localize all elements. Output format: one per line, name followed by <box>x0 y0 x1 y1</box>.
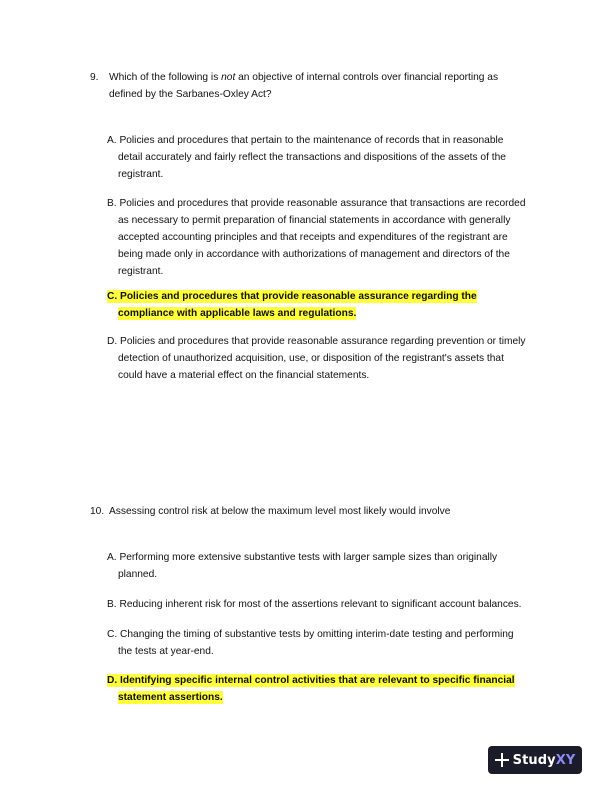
question-10 <box>90 503 530 520</box>
q10-option-b: B. Reducing inherent risk for most of the assertions relevant to significant account balances. <box>107 599 522 610</box>
q10-option-a: A. Performing more extensive substantive tests with larger sample sizes than originally planned. <box>107 552 498 580</box>
q9-option-c-correct-answer <box>107 288 527 322</box>
logo-text: StudyXY <box>512 752 576 768</box>
q10-option-d-correct-answer <box>107 672 527 706</box>
question-number: 9. <box>90 72 99 83</box>
q10-option-c: C. Changing the timing of substantive tests by omitting interim-date testing and performing the tests at year-end. <box>107 629 514 657</box>
question-text: Which of the following is not an objective of internal controls over financial reporting as defined by the Sarbanes-Oxley Act? <box>109 72 499 100</box>
question-number: 10. <box>90 506 105 517</box>
question-text: Assessing control risk at below the maximum level most likely would involve <box>109 506 451 517</box>
answer-highlight: C. Policies and procedures that provide reasonable assurance regarding the compliance with applicable laws and regulations. <box>107 291 477 319</box>
q9-option-d: D. Policies and procedures that provide reasonable assurance regarding prevention or timely detection of unauthorized acquisition, use, or disposition of the registrant's assets that could have a material effect on the financial statements. <box>107 336 526 381</box>
plus-icon <box>495 753 509 767</box>
answer-highlight: D. Identifying specific internal control activities that are relevant to specific financial statement assertions. <box>107 675 515 703</box>
q9-option-a: A. Policies and procedures that pertain to the maintenance of records that in reasonable detail accurately and fairly reflect the transactions and dispositions of the assets of the registrant. <box>107 135 506 180</box>
studyxy-logo[interactable] <box>488 746 582 774</box>
question-9 <box>90 69 530 103</box>
q9-option-b: B. Policies and procedures that provide reasonable assurance that transactions are recorded as necessary to permit preparation of financial statements in accordance with generally accepted accounting principles and that receipts and expenditures of the registrant are being made only in accordance with authorizations of management and directors of the registrant. <box>107 198 526 277</box>
